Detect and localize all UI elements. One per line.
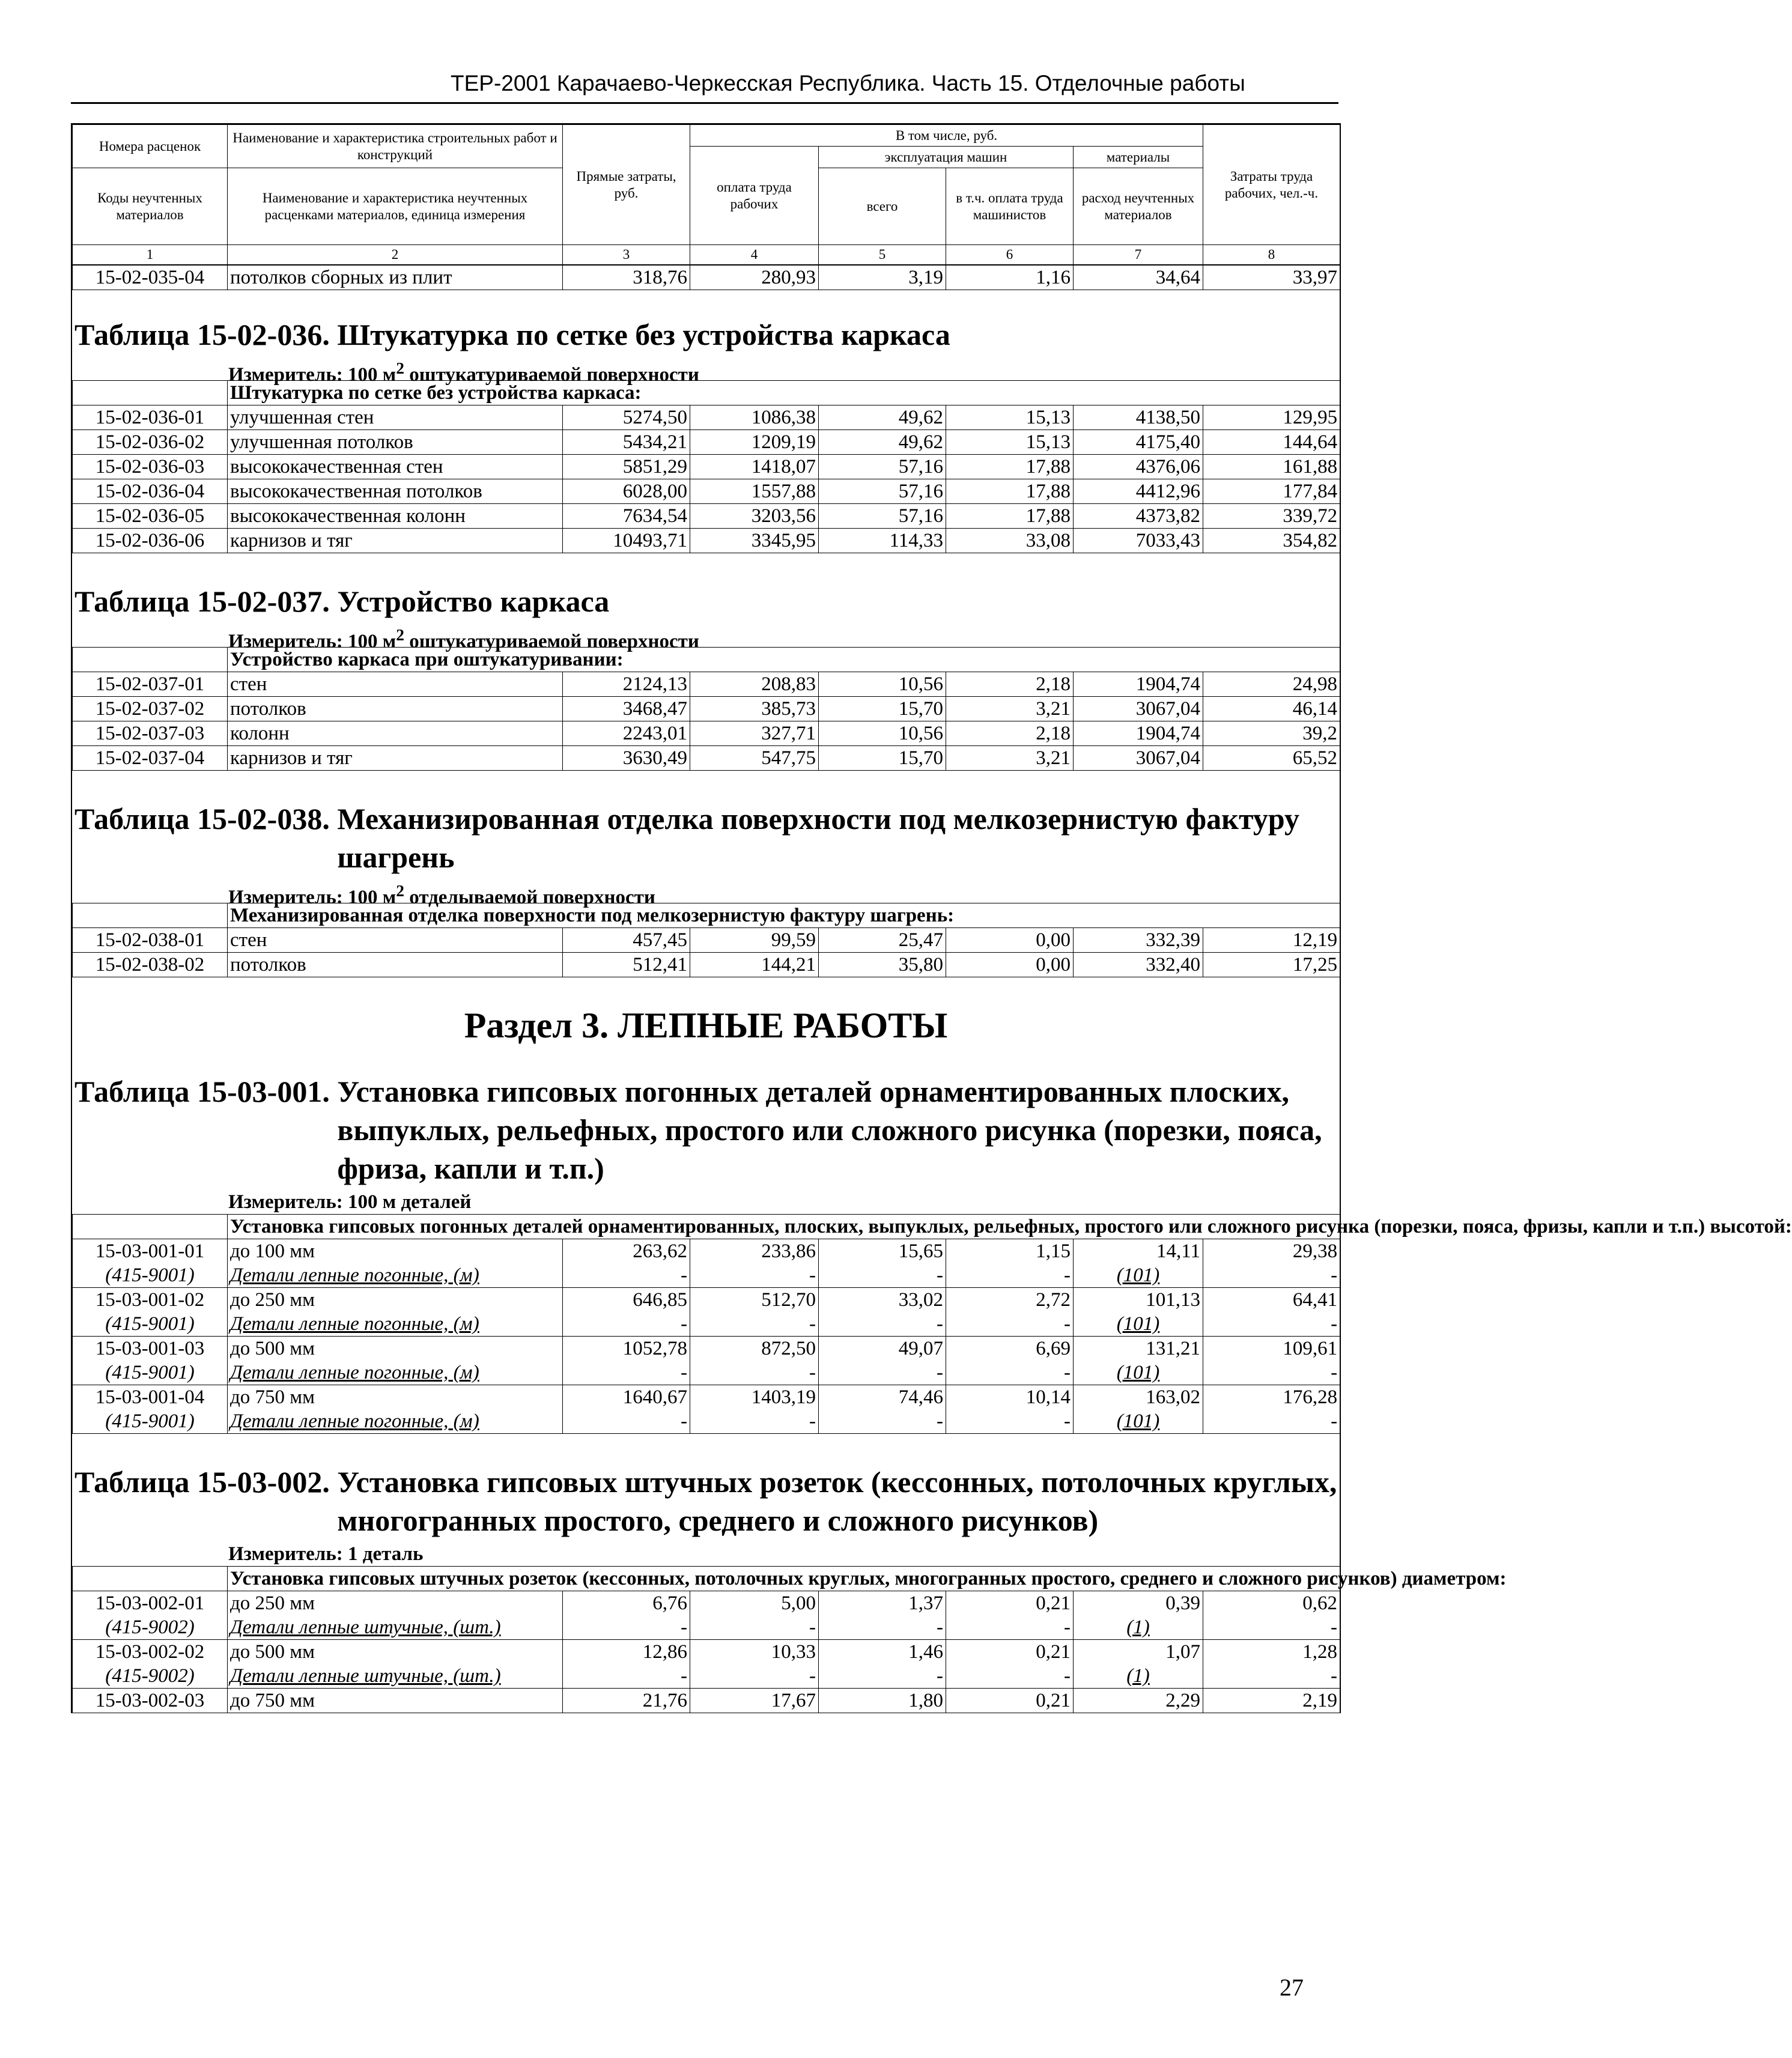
value-cell: 49,62 [819, 430, 946, 455]
value-cell: - [563, 1263, 690, 1288]
measure-036: Измеритель: 100 $м^2$ оштукатуриваемой поверхности [228, 359, 699, 386]
table-row [73, 504, 1340, 529]
value-cell: 15,13 [946, 405, 1074, 430]
table-row [73, 405, 1340, 430]
measure-301: Измеритель: 100 м деталей [228, 1191, 472, 1213]
value-cell: - [946, 1615, 1074, 1640]
value-cell: 4412,96 [1074, 479, 1203, 504]
value-cell: 57,16 [819, 455, 946, 479]
value-cell: 0,21 [946, 1640, 1074, 1665]
value-cell: 35,80 [819, 953, 946, 977]
column-header-table [72, 124, 1340, 265]
value-cell: 1,80 [819, 1689, 946, 1713]
value-cell: 25,47 [819, 928, 946, 953]
value-cell: 0,39 [1074, 1591, 1203, 1616]
value-cell: - [690, 1361, 819, 1385]
name-cell: потолков [228, 697, 563, 721]
rows-036 [73, 405, 1340, 553]
value-cell: 208,83 [690, 672, 819, 697]
value-cell: (101) [1074, 1263, 1203, 1288]
value-cell: 33,97 [1203, 266, 1340, 290]
value-cell: 327,71 [690, 721, 819, 746]
value-cell: - [1203, 1263, 1340, 1288]
value-cell: 1209,19 [690, 430, 819, 455]
value-cell: 24,98 [1203, 672, 1340, 697]
value-cell: - [690, 1409, 819, 1434]
value-cell: (1) [1074, 1615, 1203, 1640]
code-cell: 15-02-036-06 [73, 529, 228, 553]
code-cell: 15-02-038-01 [73, 928, 228, 953]
value-cell: 0,00 [946, 928, 1074, 953]
col-head-naim2: Наименование и характеристика неучтенных расценками материалов, единица измерения [228, 168, 563, 245]
value-cell: 17,88 [946, 479, 1074, 504]
table-title-301: Таблица 15-03-001. Установка гипсовых погонных деталей орнаментированных плоских, выпуклых, рельефных, простого или сложного рисунка (порезки, пояса, фриза, капли и т.п.) [74, 1075, 1322, 1185]
value-cell: - [946, 1312, 1074, 1337]
table-row [73, 1385, 1340, 1410]
table-row [73, 1288, 1340, 1313]
value-cell: - [1203, 1312, 1340, 1337]
value-cell: 29,38 [1203, 1239, 1340, 1264]
col-head-pryamye: Прямые затраты, руб. [563, 125, 690, 245]
table-row [73, 529, 1340, 553]
code-cell: 15-03-001-04 [73, 1385, 228, 1410]
value-cell: (101) [1074, 1409, 1203, 1434]
value-cell: 0,21 [946, 1591, 1074, 1616]
value-cell: 512,41 [563, 953, 690, 977]
code-cell: 15-03-001-01 [73, 1239, 228, 1264]
value-cell: 547,75 [690, 746, 819, 771]
col-head-nomera: Номера расценок [73, 125, 228, 168]
col-head-naim1: Наименование и характеристика строительных работ и конструкций [228, 125, 563, 168]
value-cell: 7033,43 [1074, 529, 1203, 553]
value-cell: - [690, 1312, 819, 1337]
material-row [73, 1664, 1340, 1689]
value-cell: 5274,50 [563, 405, 690, 430]
col-head-vsego: всего [819, 168, 946, 245]
first-row-table [72, 265, 1340, 290]
name-cell: до 250 мм [228, 1591, 563, 1616]
value-cell: 7634,54 [563, 504, 690, 529]
value-cell: 15,70 [819, 697, 946, 721]
value-cell: - [690, 1615, 819, 1640]
running-header: ТЕР-2001 Карачаево-Черкесская Республика. Часть 15. Отделочные работы [451, 71, 1245, 96]
value-cell: 1904,74 [1074, 672, 1203, 697]
code-cell: 15-03-002-03 [73, 1689, 228, 1713]
subheading-038: Механизированная отделка поверхности под мелкозернистую фактуру шагрень: [228, 903, 1340, 928]
name-cell: до 750 мм [228, 1689, 563, 1713]
value-cell: 1,37 [819, 1591, 946, 1616]
value-cell: (101) [1074, 1361, 1203, 1385]
value-cell: 2124,13 [563, 672, 690, 697]
value-cell: 101,13 [1074, 1288, 1203, 1313]
value-cell: 3067,04 [1074, 697, 1203, 721]
code-cell: (415-9002) [73, 1664, 228, 1689]
value-cell: 280,93 [690, 266, 819, 290]
data-table-302 [72, 1566, 1507, 1713]
value-cell: 0,00 [946, 953, 1074, 977]
value-cell: 17,88 [946, 455, 1074, 479]
value-cell: 177,84 [1203, 479, 1340, 504]
value-cell: 0,21 [946, 1689, 1074, 1713]
value-cell: 354,82 [1203, 529, 1340, 553]
code-cell: 15-03-001-03 [73, 1337, 228, 1361]
name-cell: Детали лепные штучные, (шт.) [228, 1615, 563, 1640]
value-cell: 109,61 [1203, 1337, 1340, 1361]
value-cell: 2,18 [946, 672, 1074, 697]
value-cell: 6,69 [946, 1337, 1074, 1361]
table-title-302: Таблица 15-03-002. Установка гипсовых штучных розеток (кессонных, потолочных круглых, многогранных простого, среднего и сложного рисунков) [74, 1465, 1337, 1537]
value-cell: 33,08 [946, 529, 1074, 553]
value-cell: 129,95 [1203, 405, 1340, 430]
col-head-zatraty: Затраты труда рабочих, чел.-ч. [1203, 125, 1340, 245]
value-cell: 5,00 [690, 1591, 819, 1616]
table-title-038: Таблица 15-02-038. Механизированная отделка поверхности под мелкозернистую фактуру шагрень [74, 802, 1300, 874]
col-num: 4 [690, 245, 819, 265]
code-cell: (415-9001) [73, 1409, 228, 1434]
table-row [73, 953, 1340, 977]
value-cell: - [563, 1409, 690, 1434]
subheading-036: Штукатурка по сетке без устройства каркаса: [228, 381, 1340, 405]
name-cell: карнизов и тяг [228, 746, 563, 771]
table-row [73, 455, 1340, 479]
name-cell: высококачественная стен [228, 455, 563, 479]
name-cell: Детали лепные погонные, (м) [228, 1263, 563, 1288]
value-cell: 4175,40 [1074, 430, 1203, 455]
value-cell: 2,29 [1074, 1689, 1203, 1713]
value-cell: 34,64 [1074, 266, 1203, 290]
rows-302 [73, 1591, 1340, 1713]
name-cell: до 750 мм [228, 1385, 563, 1410]
code-cell: 15-02-036-01 [73, 405, 228, 430]
table-row [73, 1239, 1340, 1264]
value-cell: 3345,95 [690, 529, 819, 553]
data-table-036 [72, 380, 1340, 553]
value-cell: 144,21 [690, 953, 819, 977]
code-cell: (415-9001) [73, 1263, 228, 1288]
value-cell: 10,14 [946, 1385, 1074, 1410]
value-cell: - [1203, 1361, 1340, 1385]
name-cell: стен [228, 672, 563, 697]
value-cell: 3203,56 [690, 504, 819, 529]
value-cell: 385,73 [690, 697, 819, 721]
table-row [73, 672, 1340, 697]
value-cell: 1,28 [1203, 1640, 1340, 1665]
value-cell: - [946, 1263, 1074, 1288]
value-cell: - [819, 1263, 946, 1288]
code-cell: 15-03-002-01 [73, 1591, 228, 1616]
name-cell: потолков [228, 953, 563, 977]
value-cell: 3067,04 [1074, 746, 1203, 771]
value-cell: 3,21 [946, 746, 1074, 771]
subheading-301: Установка гипсовых погонных деталей орнаментированных, плоских, выпуклых, рельефных, простого или сложного рисунка (порезки, пояса, фризы, капли и т.п.) высотой: [228, 1215, 1340, 1239]
value-cell: 332,40 [1074, 953, 1203, 977]
value-cell: 4376,06 [1074, 455, 1203, 479]
col-head-ekspl: эксплуатация машин [819, 147, 1074, 168]
value-cell: 10,56 [819, 721, 946, 746]
col-num: 5 [819, 245, 946, 265]
value-cell: - [1203, 1664, 1340, 1689]
value-cell: 1052,78 [563, 1337, 690, 1361]
value-cell: 49,62 [819, 405, 946, 430]
value-cell: - [563, 1361, 690, 1385]
subheading-302: Установка гипсовых штучных розеток (кессонных, потолочных круглых, многогранных простого, среднего и сложного рисунков) диаметром: [228, 1567, 1340, 1591]
table-row [73, 430, 1340, 455]
value-cell: - [946, 1361, 1074, 1385]
material-row [73, 1312, 1340, 1337]
measure-038: Измеритель: 100 $м^2$ отделываемой поверхности [228, 881, 655, 908]
data-table-301 [72, 1214, 1792, 1434]
header-rule [71, 102, 1338, 104]
col-num: 8 [1203, 245, 1340, 265]
value-cell: 3630,49 [563, 746, 690, 771]
value-cell: 10,33 [690, 1640, 819, 1665]
table-row [73, 697, 1340, 721]
material-row [73, 1361, 1340, 1385]
value-cell: - [1203, 1409, 1340, 1434]
value-cell: 3468,47 [563, 697, 690, 721]
value-cell: 1,16 [946, 266, 1074, 290]
value-cell: 512,70 [690, 1288, 819, 1313]
name-cell: высококачественная колонн [228, 504, 563, 529]
table-row [73, 1689, 1340, 1713]
value-cell: 0,62 [1203, 1591, 1340, 1616]
col-head-vtch: в т.ч. оплата труда машинистов [946, 168, 1074, 245]
code-cell: 15-02-037-04 [73, 746, 228, 771]
value-cell: 176,28 [1203, 1385, 1340, 1410]
value-cell: 6028,00 [563, 479, 690, 504]
section-heading: Раздел 3. ЛЕПНЫЕ РАБОТЫ [464, 1006, 948, 1045]
value-cell: 1557,88 [690, 479, 819, 504]
data-table-038 [72, 903, 1340, 977]
value-cell: - [946, 1664, 1074, 1689]
value-cell: 1086,38 [690, 405, 819, 430]
name-cell: Детали лепные погонные, (м) [228, 1312, 563, 1337]
col-num: 2 [228, 245, 563, 265]
value-cell: 17,67 [690, 1689, 819, 1713]
table-row [73, 721, 1340, 746]
value-cell: 65,52 [1203, 746, 1340, 771]
col-num: 6 [946, 245, 1074, 265]
col-head-v-tom: В том числе, руб. [690, 125, 1203, 147]
value-cell: 74,46 [819, 1385, 946, 1410]
rows-301 [73, 1239, 1340, 1434]
value-cell: 46,14 [1203, 697, 1340, 721]
value-cell: 49,07 [819, 1337, 946, 1361]
value-cell: 457,45 [563, 928, 690, 953]
value-cell: 1640,67 [563, 1385, 690, 1410]
rows-038 [73, 928, 1340, 977]
value-cell: 3,21 [946, 697, 1074, 721]
value-cell: 99,59 [690, 928, 819, 953]
value-cell: 4373,82 [1074, 504, 1203, 529]
value-cell: - [563, 1664, 690, 1689]
table-row [73, 928, 1340, 953]
page-frame [71, 123, 1792, 1713]
code-cell: 15-02-038-02 [73, 953, 228, 977]
name-cell: Детали лепные погонные, (м) [228, 1361, 563, 1385]
value-cell: 872,50 [690, 1337, 819, 1361]
col-head-materialy: материалы [1074, 147, 1203, 168]
value-cell: 33,02 [819, 1288, 946, 1313]
value-cell: 2,18 [946, 721, 1074, 746]
code-cell: 15-02-036-02 [73, 430, 228, 455]
value-cell: 263,62 [563, 1239, 690, 1264]
value-cell: 21,76 [563, 1689, 690, 1713]
data-table-037 [72, 647, 1340, 771]
value-cell: 6,76 [563, 1591, 690, 1616]
value-cell: - [690, 1664, 819, 1689]
value-cell: 57,16 [819, 479, 946, 504]
value-cell: 12,86 [563, 1640, 690, 1665]
name-cell: карнизов и тяг [228, 529, 563, 553]
material-row [73, 1615, 1340, 1640]
material-row [73, 1263, 1340, 1288]
value-cell: 233,86 [690, 1239, 819, 1264]
value-cell: 1,15 [946, 1239, 1074, 1264]
value-cell: (101) [1074, 1312, 1203, 1337]
value-cell: 3,19 [819, 266, 946, 290]
value-cell: 2,72 [946, 1288, 1074, 1313]
value-cell: 1418,07 [690, 455, 819, 479]
value-cell: 57,16 [819, 504, 946, 529]
subheading-037: Устройство каркаса при оштукатуривании: [228, 648, 1340, 672]
col-head-kody: Коды неучтенных материалов [73, 168, 228, 245]
value-cell: 646,85 [563, 1288, 690, 1313]
code-cell: (415-9002) [73, 1615, 228, 1640]
rows-037 [73, 672, 1340, 771]
page-number: 27 [1280, 1974, 1304, 2001]
table-row [73, 1591, 1340, 1616]
value-cell: 5434,21 [563, 430, 690, 455]
value-cell: 15,65 [819, 1239, 946, 1264]
name-cell: потолков сборных из плит [228, 266, 563, 290]
col-num: 3 [563, 245, 690, 265]
value-cell: 318,76 [563, 266, 690, 290]
value-cell: - [819, 1312, 946, 1337]
value-cell: - [563, 1615, 690, 1640]
name-cell: улучшенная потолков [228, 430, 563, 455]
value-cell: 12,19 [1203, 928, 1340, 953]
name-cell: до 500 мм [228, 1640, 563, 1665]
value-cell: - [563, 1312, 690, 1337]
value-cell: - [690, 1263, 819, 1288]
name-cell: улучшенная стен [228, 405, 563, 430]
code-cell: (415-9001) [73, 1361, 228, 1385]
value-cell: 17,88 [946, 504, 1074, 529]
value-cell: 15,70 [819, 746, 946, 771]
table-title-037: Таблица 15-02-037. Устройство каркаса [74, 584, 610, 618]
value-cell: 5851,29 [563, 455, 690, 479]
value-cell: 144,64 [1203, 430, 1340, 455]
col-head-oplata: оплата труда рабочих [690, 147, 819, 245]
value-cell: - [1203, 1615, 1340, 1640]
measure-302: Измеритель: 1 деталь [228, 1543, 424, 1565]
name-cell: Детали лепные погонные, (м) [228, 1409, 563, 1434]
table-row [73, 1337, 1340, 1361]
col-head-rashod: расход неучтенных материалов [1074, 168, 1203, 245]
value-cell: 114,33 [819, 529, 946, 553]
name-cell: до 100 мм [228, 1239, 563, 1264]
value-cell: 10,56 [819, 672, 946, 697]
material-row [73, 1409, 1340, 1434]
code-cell: 15-02-036-03 [73, 455, 228, 479]
value-cell: 2,19 [1203, 1689, 1340, 1713]
code-cell: 15-03-002-02 [73, 1640, 228, 1665]
table-row [73, 479, 1340, 504]
value-cell: 10493,71 [563, 529, 690, 553]
value-cell: - [819, 1361, 946, 1385]
code-cell: 15-03-001-02 [73, 1288, 228, 1313]
value-cell: 39,2 [1203, 721, 1340, 746]
value-cell: 1904,74 [1074, 721, 1203, 746]
value-cell: 14,11 [1074, 1239, 1203, 1264]
value-cell: 2243,01 [563, 721, 690, 746]
measure-037: Измеритель: 100 $м^2$ оштукатуриваемой поверхности [228, 625, 699, 652]
value-cell: 1,07 [1074, 1640, 1203, 1665]
table-row [73, 746, 1340, 771]
value-cell: 1403,19 [690, 1385, 819, 1410]
value-cell: - [819, 1664, 946, 1689]
code-cell: 15-02-036-05 [73, 504, 228, 529]
value-cell: 332,39 [1074, 928, 1203, 953]
value-cell: - [819, 1615, 946, 1640]
code-cell: 15-02-037-03 [73, 721, 228, 746]
col-num: 7 [1074, 245, 1203, 265]
code-cell: 15-02-037-02 [73, 697, 228, 721]
value-cell: 1,46 [819, 1640, 946, 1665]
value-cell: - [819, 1409, 946, 1434]
name-cell: Детали лепные штучные, (шт.) [228, 1664, 563, 1689]
value-cell: - [946, 1409, 1074, 1434]
value-cell: 17,25 [1203, 953, 1340, 977]
name-cell: до 500 мм [228, 1337, 563, 1361]
table-row [73, 1640, 1340, 1665]
value-cell: 4138,50 [1074, 405, 1203, 430]
name-cell: до 250 мм [228, 1288, 563, 1313]
name-cell: стен [228, 928, 563, 953]
table-row [73, 266, 1340, 290]
value-cell: 161,88 [1203, 455, 1340, 479]
table-title-036: Таблица 15-02-036. Штукатурка по сетке без устройства каркаса [74, 318, 950, 351]
value-cell: 64,41 [1203, 1288, 1340, 1313]
value-cell: (1) [1074, 1664, 1203, 1689]
value-cell: 15,13 [946, 430, 1074, 455]
name-cell: высококачественная потолков [228, 479, 563, 504]
name-cell: колонн [228, 721, 563, 746]
code-cell: 15-02-036-04 [73, 479, 228, 504]
value-cell: 339,72 [1203, 504, 1340, 529]
code-cell: 15-02-035-04 [73, 266, 228, 290]
code-cell: (415-9001) [73, 1312, 228, 1337]
value-cell: 131,21 [1074, 1337, 1203, 1361]
value-cell: 163,02 [1074, 1385, 1203, 1410]
code-cell: 15-02-037-01 [73, 672, 228, 697]
col-num: 1 [73, 245, 228, 265]
